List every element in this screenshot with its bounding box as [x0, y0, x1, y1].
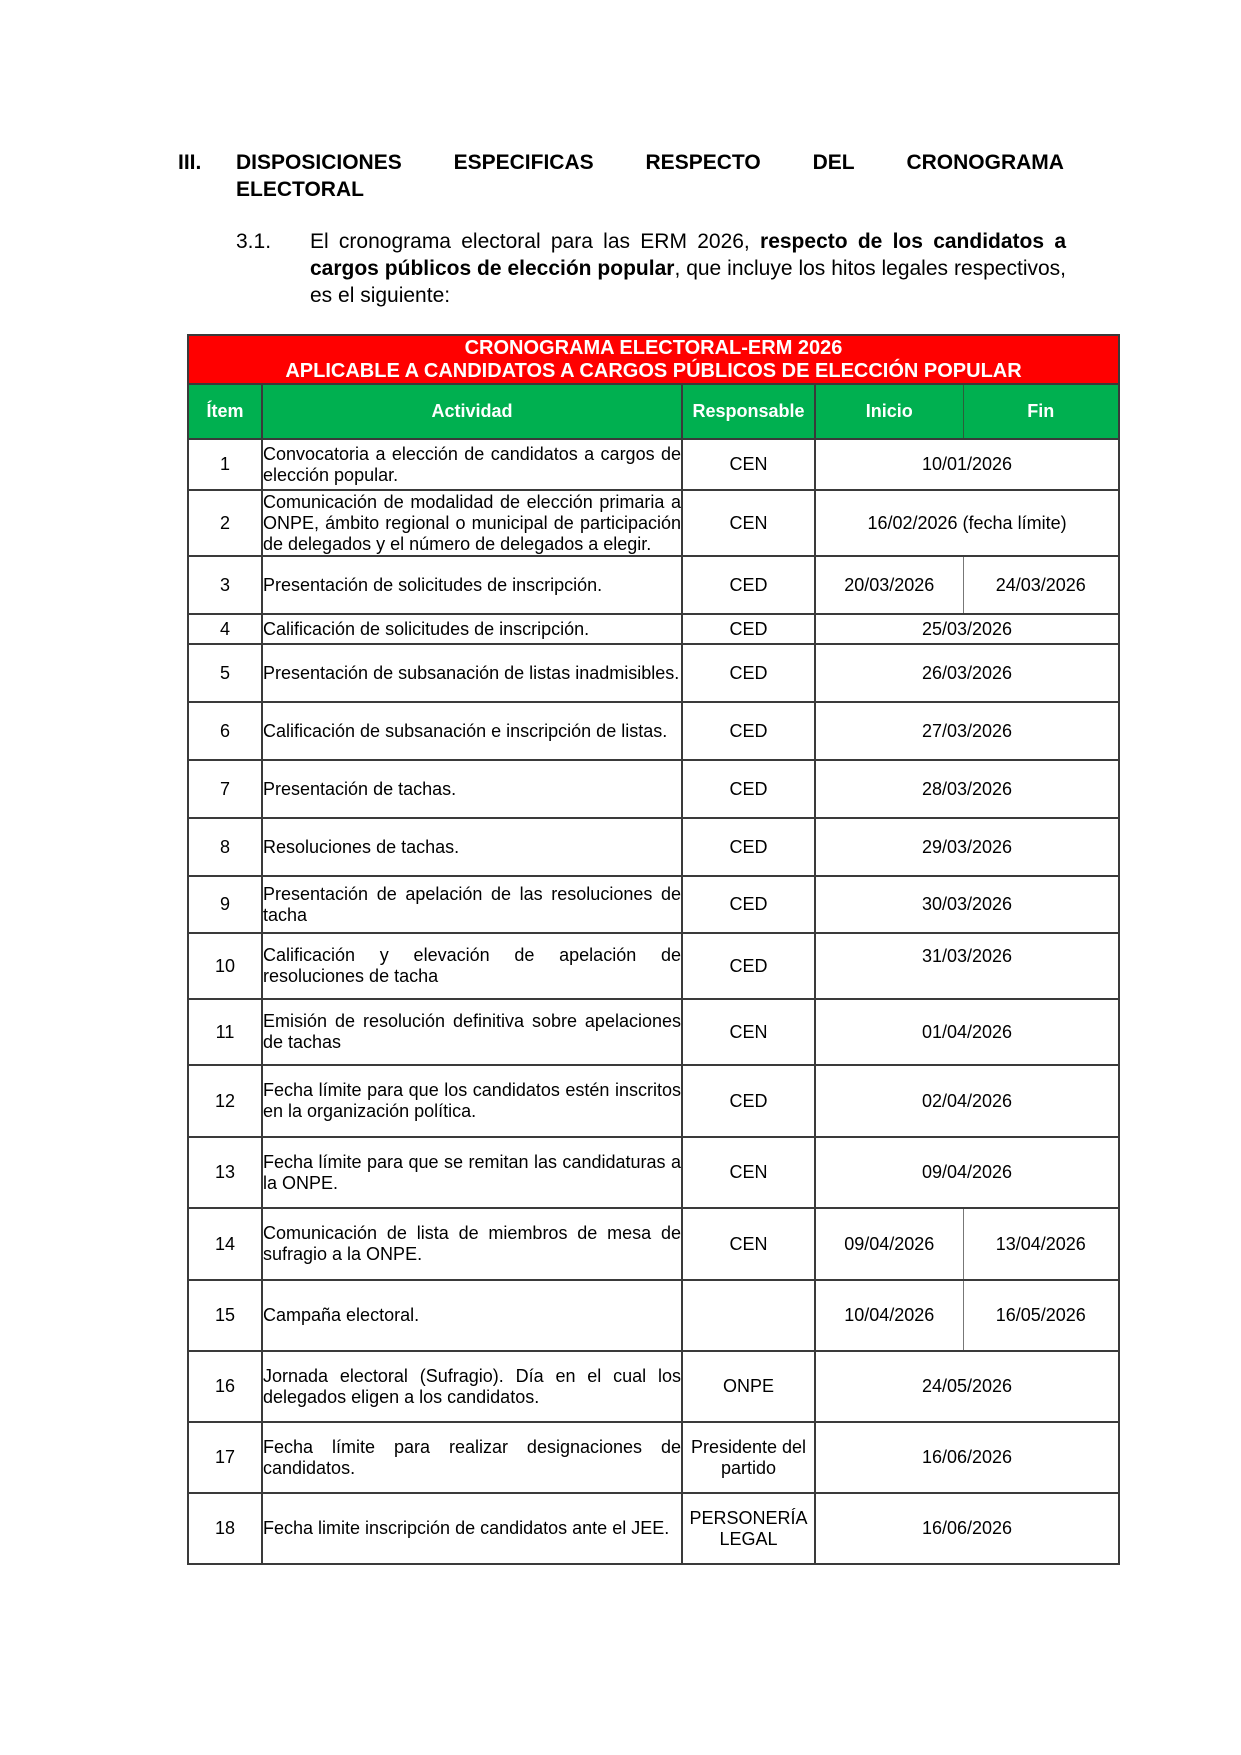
cell-responsable: CED: [682, 556, 815, 614]
cell-responsable: CED: [682, 614, 815, 644]
section-title-word: ESPECIFICAS: [453, 151, 594, 174]
table-row: [188, 1422, 1119, 1493]
cell-inicio: 20/03/2026: [815, 556, 963, 614]
cell-actividad: Fecha limite inscripción de candidatos ante el JEE.: [262, 1493, 682, 1564]
cell-item: 18: [188, 1493, 262, 1564]
cell-responsable: CED: [682, 876, 815, 933]
cell-responsable: CEN: [682, 439, 815, 490]
cell-actividad: Campaña electoral.: [262, 1280, 682, 1351]
cell-fecha: 09/04/2026: [815, 1137, 1119, 1208]
cell-inicio: 10/04/2026: [815, 1280, 963, 1351]
table-row: [188, 614, 1119, 644]
cell-fecha: 16/06/2026: [815, 1493, 1119, 1564]
cell-fin: 16/05/2026: [963, 1280, 1119, 1351]
cell-actividad: Convocatoria a elección de candidatos a cargos de elección popular.: [262, 439, 682, 490]
cronograma-table: [187, 334, 1120, 1565]
cell-responsable: CED: [682, 818, 815, 876]
section-title-line2: ELECTORAL: [236, 178, 364, 201]
table-row: [188, 556, 1119, 614]
section-title: [236, 149, 1064, 203]
cell-actividad: Fecha límite para realizar designaciones de candidatos.: [262, 1422, 682, 1493]
cell-item: 11: [188, 999, 262, 1065]
cell-fecha: 01/04/2026: [815, 999, 1119, 1065]
table-row: [188, 999, 1119, 1065]
cell-item: 1: [188, 439, 262, 490]
table-title-line2: APLICABLE A CANDIDATOS A CARGOS PÚBLICOS DE ELECCIÓN POPULAR: [285, 359, 1022, 382]
paragraph-text-bold: respecto de los candidatos a cargos públicos de elección popular: [310, 230, 1066, 280]
cell-fin: 24/03/2026: [963, 556, 1119, 614]
cell-fecha: 02/04/2026: [815, 1065, 1119, 1137]
paragraph-text-end: , que incluye los hitos legales respectivos, es el siguiente:: [310, 257, 1066, 307]
table-row: [188, 1493, 1119, 1564]
cell-actividad: Fecha límite para que los candidatos estén inscritos en la organización política.: [262, 1065, 682, 1137]
cell-responsable: Presidente del partido: [682, 1422, 815, 1493]
table-header-row: [188, 384, 1119, 439]
cell-responsable: [682, 1280, 815, 1351]
cell-item: 7: [188, 760, 262, 818]
cell-responsable: CEN: [682, 1208, 815, 1280]
cell-responsable: CEN: [682, 490, 815, 556]
section-title-word: DISPOSICIONES: [236, 151, 402, 174]
cell-item: 9: [188, 876, 262, 933]
cell-item: 12: [188, 1065, 262, 1137]
cell-fin: 13/04/2026: [963, 1208, 1119, 1280]
table-row: [188, 933, 1119, 999]
table-row: [188, 1137, 1119, 1208]
cell-actividad: Resoluciones de tachas.: [262, 818, 682, 876]
cell-item: 15: [188, 1280, 262, 1351]
table-body: [188, 439, 1119, 1564]
table-row: [188, 1065, 1119, 1137]
cell-item: 6: [188, 702, 262, 760]
table-row: [188, 439, 1119, 490]
cell-actividad: Comunicación de modalidad de elección primaria a ONPE, ámbito regional o municipal de participación de delegados y el número de delegados a elegir.: [262, 490, 682, 556]
table-row: [188, 1351, 1119, 1422]
cell-item: 3: [188, 556, 262, 614]
cell-responsable: CEN: [682, 1137, 815, 1208]
header-responsable: Responsable: [682, 384, 815, 439]
cell-responsable: CED: [682, 702, 815, 760]
cell-fecha: 10/01/2026: [815, 439, 1119, 490]
cell-item: 5: [188, 644, 262, 702]
cell-item: 4: [188, 614, 262, 644]
cell-responsable: CED: [682, 933, 815, 999]
cell-item: 2: [188, 490, 262, 556]
table-title-line1: CRONOGRAMA ELECTORAL-ERM 2026: [464, 336, 843, 359]
cell-actividad: Calificación de solicitudes de inscripción.: [262, 614, 682, 644]
cell-actividad: Presentación de subsanación de listas inadmisibles.: [262, 644, 682, 702]
cell-responsable: CED: [682, 644, 815, 702]
table-row: [188, 760, 1119, 818]
cell-item: 16: [188, 1351, 262, 1422]
cell-item: 13: [188, 1137, 262, 1208]
cell-fecha: 28/03/2026: [815, 760, 1119, 818]
paragraph-text-start: El cronograma electoral para las ERM 2026,: [310, 230, 761, 253]
cell-inicio: 09/04/2026: [815, 1208, 963, 1280]
cell-actividad: Fecha límite para que se remitan las candidaturas a la ONPE.: [262, 1137, 682, 1208]
cell-actividad: Presentación de apelación de las resoluciones de tacha: [262, 876, 682, 933]
cell-fecha: 30/03/2026: [815, 876, 1119, 933]
table-row: [188, 876, 1119, 933]
table-title: [188, 335, 1119, 384]
cell-fecha: 24/05/2026: [815, 1351, 1119, 1422]
cell-responsable: CED: [682, 760, 815, 818]
cell-fecha: 16/06/2026: [815, 1422, 1119, 1493]
cell-actividad: Presentación de tachas.: [262, 760, 682, 818]
header-item: Ítem: [188, 384, 262, 439]
cell-item: 17: [188, 1422, 262, 1493]
table-row: [188, 490, 1119, 556]
table-row: [188, 1280, 1119, 1351]
section-title-word: CRONOGRAMA: [906, 151, 1064, 174]
cell-actividad: Emisión de resolución definitiva sobre apelaciones de tachas: [262, 999, 682, 1065]
section-title-word: RESPECTO: [645, 151, 761, 174]
header-fin: Fin: [963, 384, 1119, 439]
cell-responsable: PERSONERÍA LEGAL: [682, 1493, 815, 1564]
cell-actividad: Jornada electoral (Sufragio). Día en el cual los delegados eligen a los candidatos.: [262, 1351, 682, 1422]
cell-responsable: ONPE: [682, 1351, 815, 1422]
cell-item: 8: [188, 818, 262, 876]
cell-actividad: Calificación de subsanación e inscripción de listas.: [262, 702, 682, 760]
cell-actividad: Comunicación de lista de miembros de mesa de sufragio a la ONPE.: [262, 1208, 682, 1280]
cell-fecha: 25/03/2026: [815, 614, 1119, 644]
cell-responsable: CEN: [682, 999, 815, 1065]
paragraph-text: [310, 228, 1066, 309]
cell-responsable: CED: [682, 1065, 815, 1137]
table-row: [188, 1208, 1119, 1280]
table-row: [188, 818, 1119, 876]
cell-fecha: 31/03/2026: [815, 933, 1119, 999]
cell-fecha: 29/03/2026: [815, 818, 1119, 876]
cell-fecha: 26/03/2026: [815, 644, 1119, 702]
cell-item: 14: [188, 1208, 262, 1280]
cell-actividad: Calificación y elevación de apelación de resoluciones de tacha: [262, 933, 682, 999]
paragraph-number: 3.1.: [236, 230, 272, 253]
header-actividad: Actividad: [262, 384, 682, 439]
cell-actividad: Presentación de solicitudes de inscripción.: [262, 556, 682, 614]
table-row: [188, 644, 1119, 702]
cell-fecha: 16/02/2026 (fecha límite): [815, 490, 1119, 556]
cell-fecha: 27/03/2026: [815, 702, 1119, 760]
header-inicio: Inicio: [815, 384, 963, 439]
table-row: [188, 702, 1119, 760]
section-title-word: DEL: [812, 151, 855, 174]
cell-item: 10: [188, 933, 262, 999]
section-number: III.: [178, 151, 202, 174]
